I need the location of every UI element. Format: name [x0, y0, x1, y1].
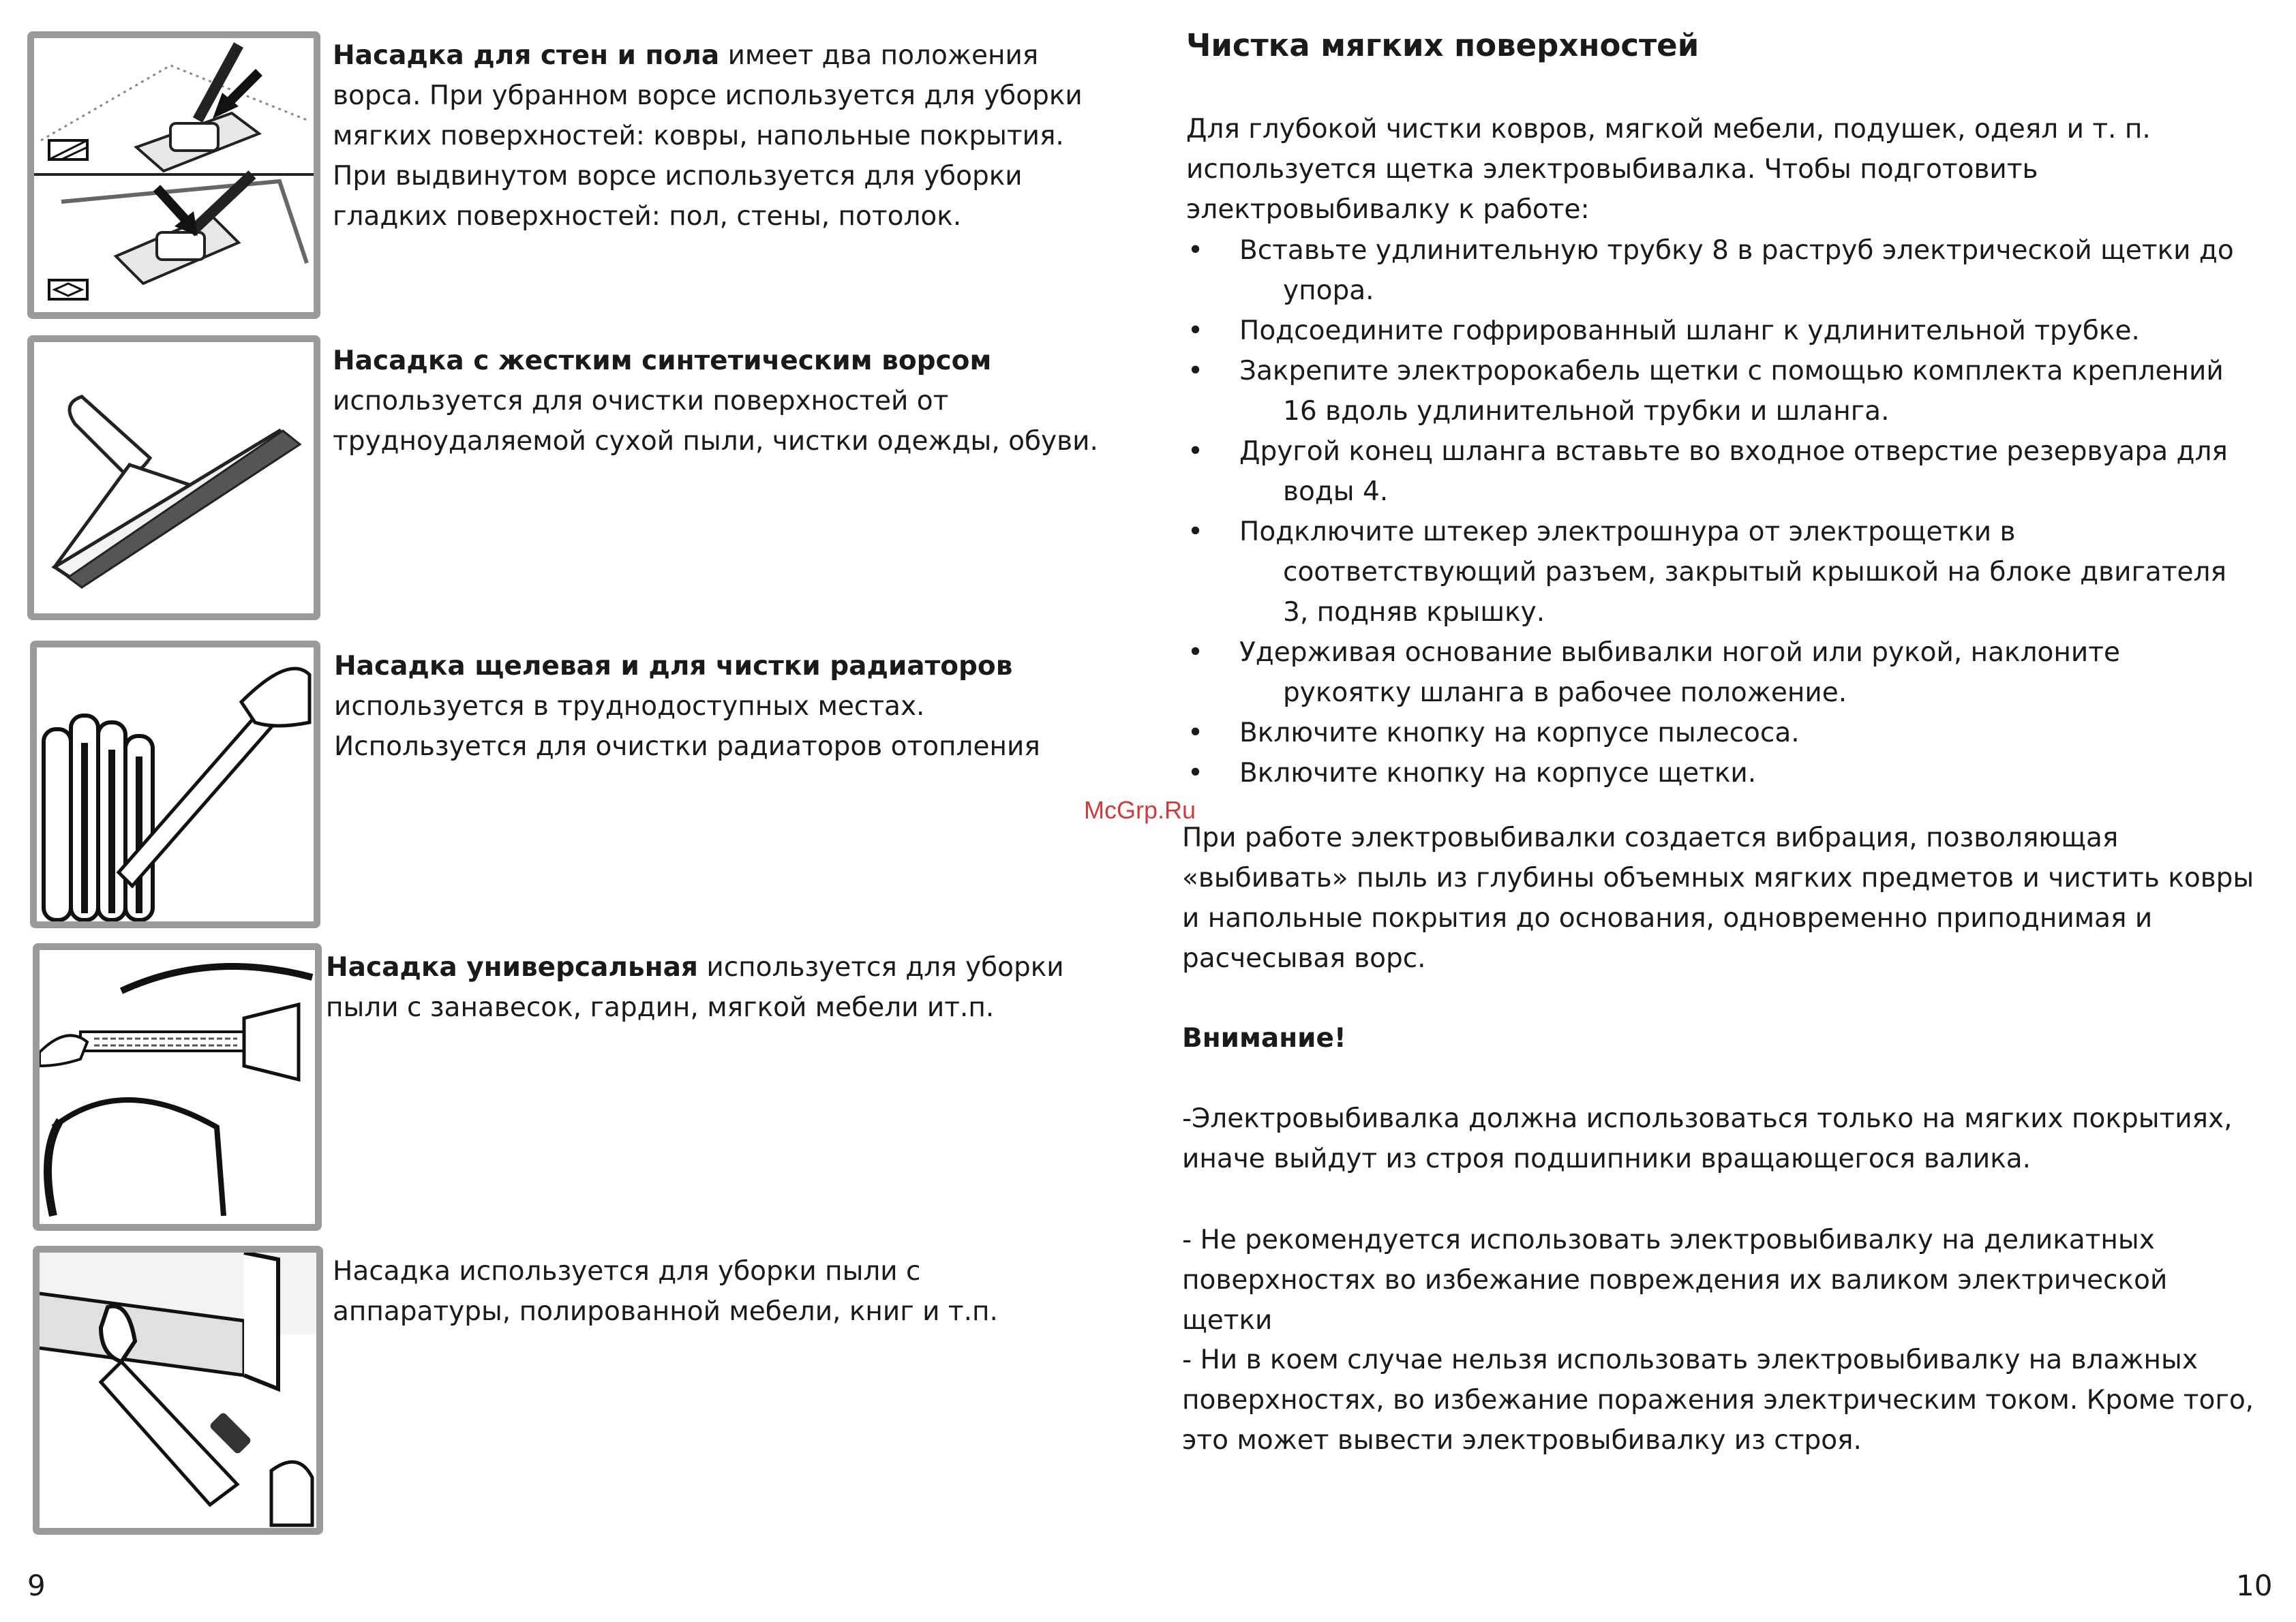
intro-paragraph: Для глубокой чистки ковров, мягкой мебели, подушек, одеял и т. п. используется щетка электровыбивалка. Чтобы подготовить электровыбивалку к работе: — [1186, 114, 2151, 225]
floor-brush-illustration — [27, 31, 320, 319]
furniture-brush-illustration — [33, 1246, 323, 1535]
step-item — [1188, 230, 2251, 311]
bristle-brush-title: Насадка с жестким синтетическим ворсом — [333, 346, 992, 376]
bullet-icon: • — [1188, 436, 1204, 467]
universal-nozzle-text: используется для уборки пыли с занавесок, гардин, мягкой мебели ит.п. — [326, 952, 1064, 1023]
vibration-paragraph: При работе электровыбивалки создается вибрация, позволяющая «выбивать» пыль из глубины объемных мягких предметов и чистить ковры и напольные покрытия до основания, одновременно приподнимая и расчесывая ворс. — [1182, 823, 2254, 974]
radiator-drawing — [37, 647, 314, 921]
steps-list — [1188, 230, 2251, 793]
floor-brush-text: имеет два положения ворса. При убранном ворсе используется для уборки мягких поверхностей: ковры, напольные покрытия. При выдвинутом ворсе используется для уборки гладких поверхностей: пол, стены, потолок. — [333, 40, 1083, 232]
bullet-icon: • — [1188, 235, 1204, 266]
universal-nozzle-description — [326, 947, 1130, 1028]
watermark: McGrp.Ru — [1084, 796, 1196, 824]
warning-2: - Не рекомендуется использовать электровыбивалку на деликатных поверхностях во избежание повреждения их валиком электрической щетки — [1182, 1225, 2168, 1336]
shelf-drawing — [40, 1253, 316, 1528]
bullet-icon: • — [1188, 517, 1204, 547]
crevice-tool-text: используется в труднодоступных местах. Используется для очистки радиаторов отопления — [334, 691, 1040, 762]
bullet-icon: • — [1188, 758, 1204, 789]
step-item — [1188, 713, 2251, 753]
universal-nozzle-title: Насадка универсальная — [326, 952, 698, 983]
bullet-icon: • — [1188, 356, 1204, 386]
step-item — [1188, 632, 2251, 713]
step-item — [1188, 431, 2251, 512]
furniture-brush-text: Насадка используется для уборки пыли с аппаратуры, полированной мебели, книг и т.п. — [333, 1256, 998, 1327]
step-text: Вставьте удлинительную трубку 8 в раструб электрической щетки до упора. — [1239, 235, 2234, 306]
furniture-brush-description — [333, 1251, 1028, 1332]
bristle-brush-text: используется для очистки поверхностей от трудноудаляемой сухой пыли, чистки одежды, обуви. — [333, 386, 1098, 457]
bristle-brush-drawing — [34, 342, 314, 613]
floor-brush-drawing — [34, 38, 314, 312]
floor-brush-title: Насадка для стен и пола — [333, 40, 720, 71]
bullet-icon: • — [1188, 637, 1204, 668]
crevice-tool-description — [334, 646, 1125, 767]
step-text: Включите кнопку на корпусе пылесоса. — [1239, 718, 1800, 748]
step-text: Подключите штекер электрошнура от электрощетки в соответствующий разъем, закрытый крышкой на блоке двигателя 3, подняв крышку. — [1239, 517, 2226, 628]
floor-brush-description — [333, 35, 1123, 236]
bullet-icon: • — [1188, 316, 1204, 346]
crevice-tool-illustration — [30, 641, 320, 928]
page-number-right: 10 — [2236, 1569, 2273, 1602]
step-text: Закрепите электророкабель щетки с помощью комплекта креплений 16 вдоль удлинительной трубки и шланга. — [1239, 356, 2224, 427]
universal-nozzle-illustration — [33, 943, 322, 1231]
step-text: Подсоедините гофрированный шланг к удлинительной трубке. — [1239, 316, 2140, 346]
synthetic-bristle-brush-illustration — [27, 335, 320, 620]
bristle-brush-description — [333, 341, 1123, 461]
step-text: Удерживая основание выбивалки ногой или рукой, наклоните рукоятку шланга в рабочее положение. — [1239, 637, 2120, 708]
page-number-left: 9 — [27, 1569, 46, 1602]
crevice-tool-title: Насадка щелевая и для чистки радиаторов — [334, 651, 1013, 682]
step-item — [1188, 311, 2251, 351]
section-heading: Чистка мягких поверхностей — [1186, 27, 1700, 63]
warning-1: -Электровыбивалка должна использоваться только на мягких покрытиях, иначе выйдут из строя подшипники вращающегося валика. — [1182, 1103, 2233, 1174]
bullet-icon: • — [1188, 718, 1204, 748]
step-item — [1188, 753, 2251, 793]
step-item — [1188, 512, 2251, 632]
step-item — [1188, 351, 2251, 431]
step-text: Другой конец шланга вставьте во входное отверстие резервуара для воды 4. — [1239, 436, 2228, 507]
warning-3: - Ни в коем случае нельзя использовать электровыбивалку на влажных поверхностях, во избежание поражения электрическим током. Кроме того, это может вывести электровыбивалку из строя. — [1182, 1345, 2254, 1456]
step-text: Включите кнопку на корпусе щетки. — [1239, 758, 1757, 789]
attention-heading: Внимание! — [1182, 1023, 1346, 1054]
armchair-drawing — [40, 950, 315, 1224]
